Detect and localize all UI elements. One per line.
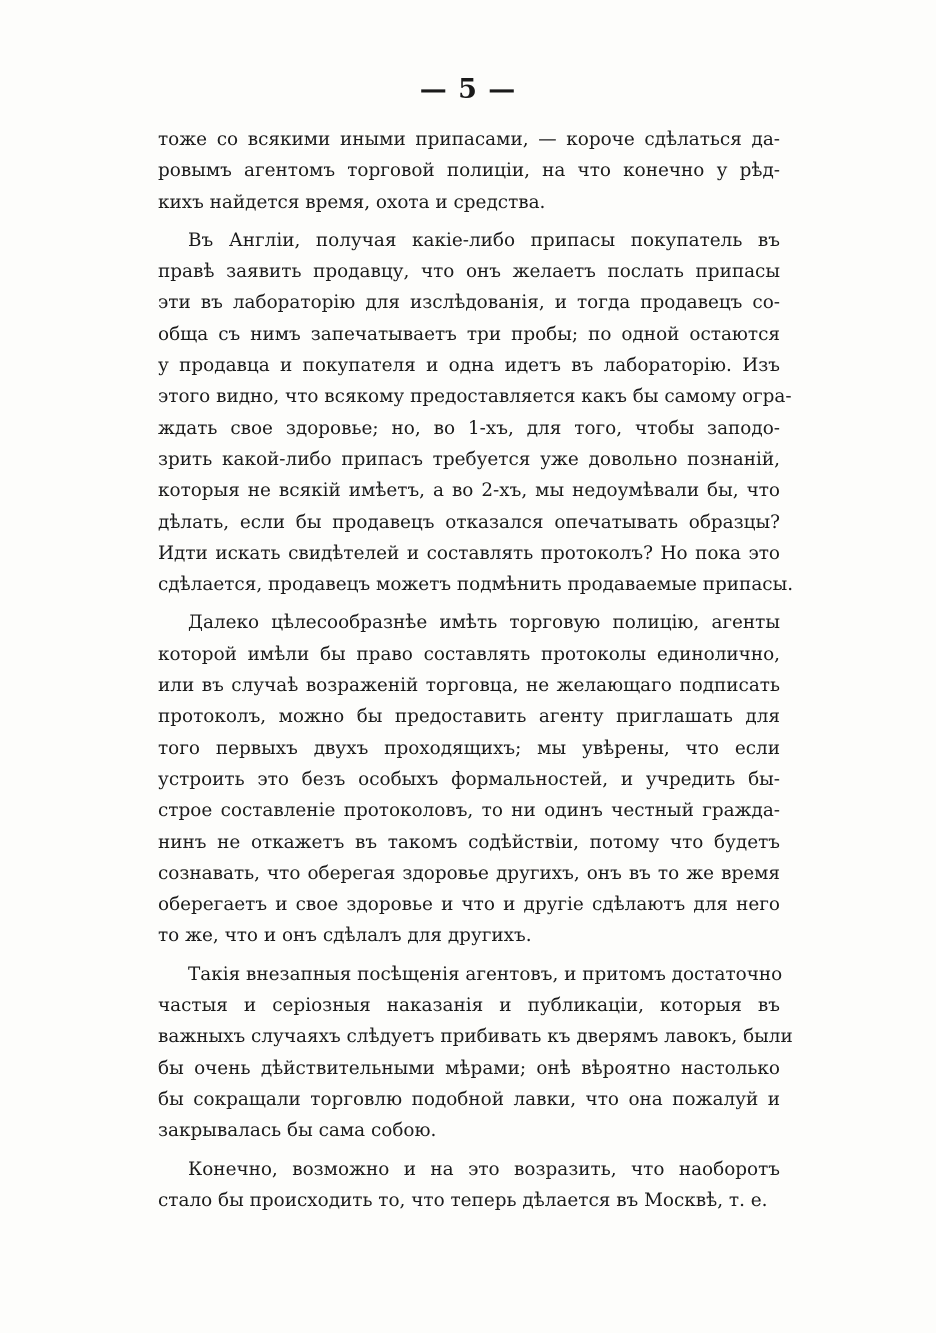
text-line: у продавца и покупателя и одна идетъ въ лабораторію. Изъ (158, 355, 780, 377)
text-line: Далеко цѣлесообразнѣе имѣть торговую полицію, агенты (188, 612, 780, 634)
paragraph (158, 959, 793, 1147)
text-line: этого видно, что всякому предоставляется какъ бы самому огра- (158, 386, 792, 408)
paragraph (158, 607, 780, 951)
text-line: эти въ лабораторію для изслѣдованія, и тогда продавецъ со- (158, 292, 780, 314)
text-line: строе составленіе протоколовъ, то ни одинъ честный гражда- (158, 800, 780, 822)
text-line: оберегаетъ и свое здоровье и что и другіе сдѣлаютъ для него (158, 894, 780, 916)
text-line: протоколъ, можно бы предоставить агенту приглашать для (158, 706, 780, 728)
text-line: тоже со всякими иными припасами, — короче сдѣлаться да- (158, 129, 780, 150)
text-line: Конечно, возможно и на это возразить, что наоборотъ (188, 1158, 780, 1180)
text-line: частыя и серіозныя наказанія и публикаціи, которыя въ (158, 995, 780, 1017)
text-line: Въ Англіи, получая какіе-либо припасы покупатель въ (188, 229, 780, 251)
text-line: того первыхъ двухъ проходящихъ; мы увѣрены, что если (158, 737, 780, 759)
text-line: бы сокращали торговлю подобной лавки, что она пожалуй и (158, 1088, 780, 1110)
text-line: важныхъ случаяхъ слѣдуетъ прибивать къ дверямъ лавокъ, были (158, 1026, 793, 1048)
text-line: ровымъ агентомъ торговой полиціи, на что конечно у рѣд- (158, 160, 780, 182)
body-text (158, 124, 794, 1216)
paragraph (158, 225, 794, 601)
text-line: сознавать, что оберегая здоровье другихъ, онъ въ то же время (158, 862, 780, 884)
text-line: обща съ нимъ запечатываетъ три пробы; по одной остаются (158, 323, 780, 345)
text-line: правѣ заявить продавцу, что онъ желаетъ послать припасы (158, 261, 780, 283)
text-line: то же, что и онъ сдѣлалъ для другихъ. (158, 925, 532, 947)
text-line: зрить какой-либо припасъ требуется уже довольно познаній, (158, 448, 780, 470)
text-line: закрывалась бы сама собою. (158, 1120, 437, 1142)
text-line: стало бы происходить то, что теперь дѣлается въ Москвѣ, т. е. (158, 1189, 768, 1211)
text-line: сдѣлается, продавецъ можетъ подмѣнить продаваемые припасы. (158, 574, 794, 596)
page-number: — 5 — (419, 74, 517, 105)
text-line: Идти искать свидѣтелей и составлять протоколъ? Но пока это (158, 542, 780, 564)
text-line: Такія внезапныя посѣщенія агентовъ, и притомъ достаточно (188, 963, 783, 985)
text-line: кихъ найдется время, охота и средства. (158, 191, 546, 213)
text-line: нинъ не откажетъ въ такомъ содѣйствіи, потому что будетъ (158, 831, 780, 853)
text-line: которой имѣли бы право составлять протоколы единолично, (158, 643, 780, 665)
text-line: устроить это безъ особыхъ формальностей, и учредить бы- (158, 768, 780, 790)
text-line: дѣлать, если бы продавецъ отказался опечатывать образцы? (158, 511, 780, 533)
text-line: или въ случаѣ возраженій торговца, не желающаго подписать (158, 675, 780, 697)
text-line: которыя не всякій имѣетъ, а во 2-хъ, мы недоумѣвали бы, что (158, 480, 780, 502)
text-line: бы очень дѣйствительными мѣрами; онѣ вѣроятно настолько (158, 1057, 780, 1079)
paragraph (158, 1154, 780, 1217)
paragraph (158, 124, 780, 218)
text-line: ждать свое здоровье; но, во 1-хъ, для того, чтобы заподо- (158, 417, 780, 439)
